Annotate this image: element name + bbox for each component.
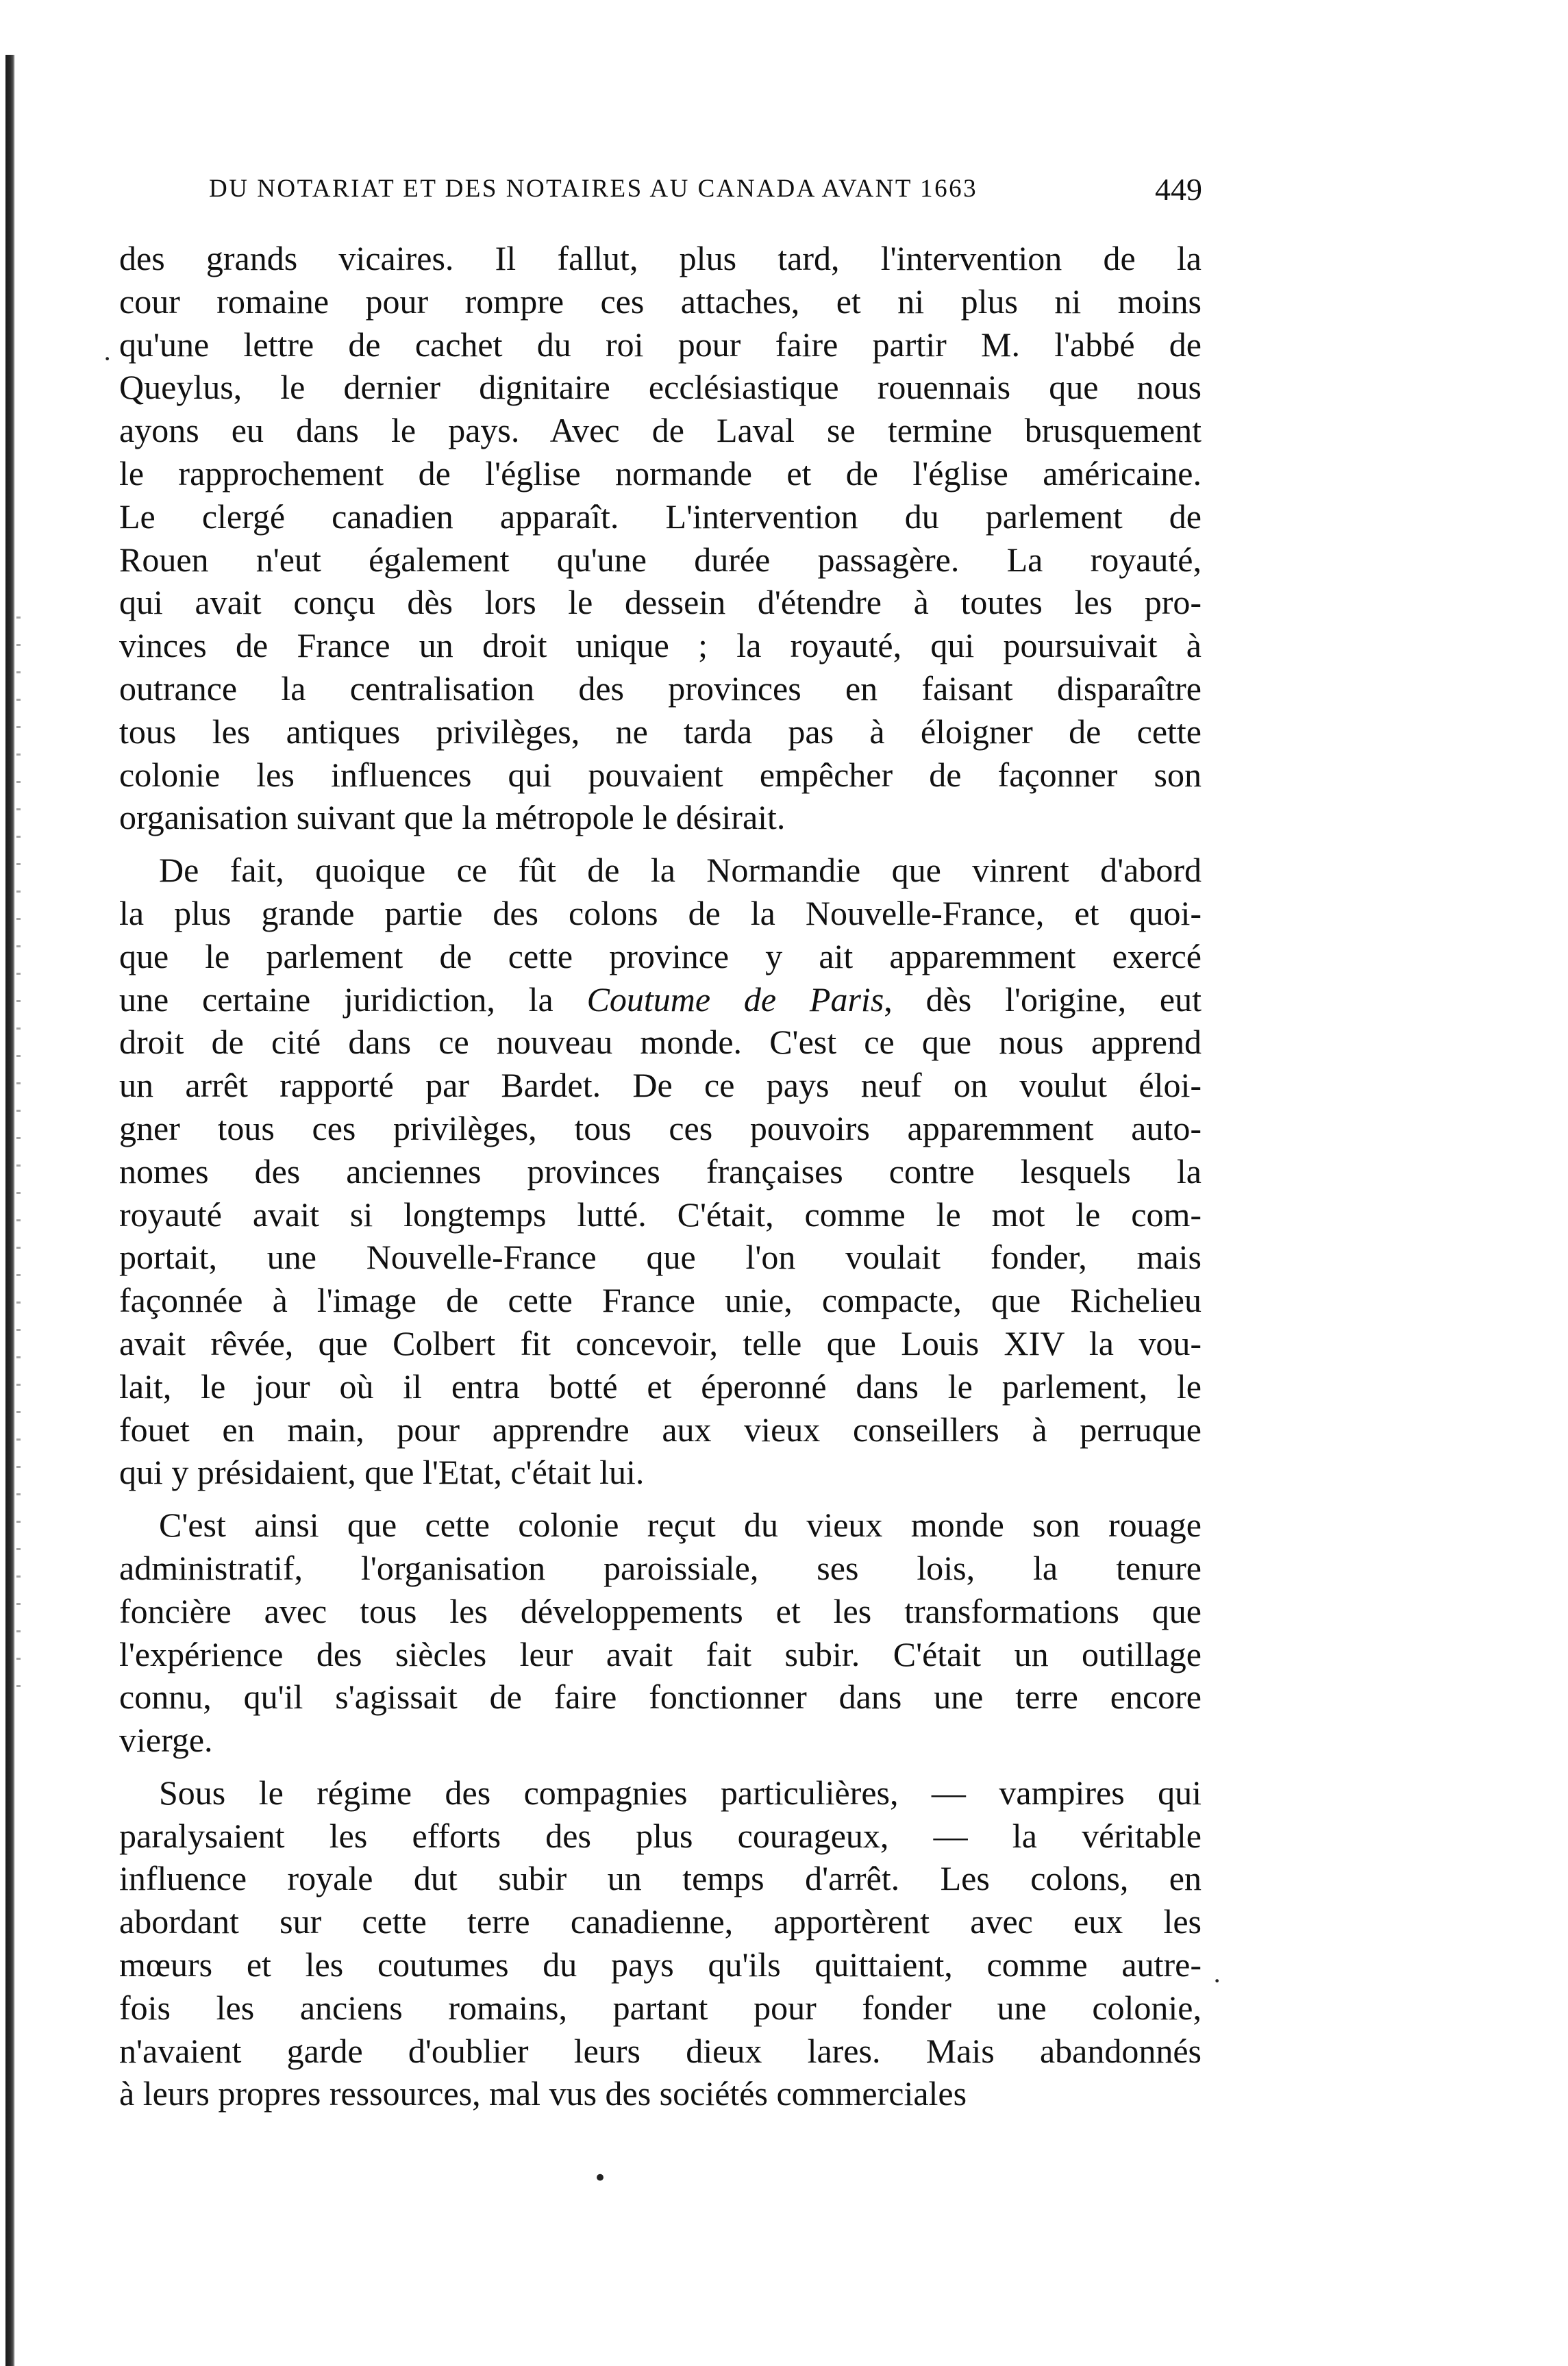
paragraph-gap	[119, 1762, 1202, 1771]
text-line: portait, une Nouvelle-France que l'on voulait fonder, mais	[119, 1238, 1202, 1277]
text-line: fois les anciens romains, partant pour fonder une colonie,	[119, 1988, 1202, 2027]
text-line: ayons eu dans le pays. Avec de Laval se termine brusquement	[119, 411, 1202, 450]
text-line: façonnée à l'image de cette France unie, compacte, que Richelieu	[119, 1281, 1202, 1320]
margin-bullet-dot: ·	[103, 343, 112, 374]
text-line: des grands vicaires. Il fallut, plus tard, l'intervention de la	[119, 239, 1202, 277]
text-line: administratif, l'organisation paroissiale, ses lois, la tenure	[119, 1548, 1202, 1587]
text-line: outrance la centralisation des provinces en faisant disparaître	[119, 669, 1202, 708]
scan-edge-specks	[16, 617, 21, 1713]
paragraph-gap	[119, 839, 1202, 849]
text-line: colonie les influences qui pouvaient empêcher de façonner son	[119, 755, 1202, 794]
text-line: le rapprochement de l'église normande et de l'église américaine.	[119, 453, 1202, 493]
text-line: qu'une lettre de cachet du roi pour faire partir M. l'abbé de	[119, 325, 1202, 364]
text-line: connu, qu'il s'agissait de faire fonctionner dans une terre encore	[119, 1678, 1202, 1717]
text-line: droit de cité dans ce nouveau monde. C'est ce que nous apprend	[119, 1023, 1202, 1062]
body-text	[119, 237, 1202, 2115]
text-line: que le parlement de cette province y ait apparemment exercé	[119, 936, 1202, 975]
scan-binding-edge	[5, 55, 15, 2366]
text-line: un arrêt rapporté par Bardet. De ce pays neuf on voulut éloi-	[119, 1066, 1202, 1105]
text-line: Queylus, le dernier dignitaire ecclésiastique rouennais que nous	[119, 368, 1202, 407]
text-line: avait rêvée, que Colbert fit concevoir, telle que Louis XIV la vou-	[119, 1323, 1202, 1362]
text-line: mœurs et les coutumes du pays qu'ils quittaient, comme autre-	[119, 1945, 1202, 1984]
text-line: l'expérience des siècles leur avait fait subir. C'était un outillage	[119, 1634, 1202, 1673]
bottom-dot-mark: •	[593, 2165, 608, 2192]
text-line: nomes des anciennes provinces françaises contre lesquels la	[119, 1151, 1202, 1191]
text-line: la plus grande partie des colons de la Nouvelle-France, et quoi-	[119, 893, 1202, 932]
text-line: paralysaient les efforts des plus courageux, — la véritable	[119, 1816, 1202, 1855]
text-line: C'est ainsi que cette colonie reçut du vieux monde son rouage	[159, 1506, 1202, 1545]
running-title: DU NOTARIAT ET DES NOTAIRES AU CANADA AVANT 1663	[209, 175, 978, 203]
text-line: Rouen n'eut également qu'une durée passagère. La royauté,	[119, 540, 1202, 579]
text-line: influence royale dut subir un temps d'arrêt. Les colons, en	[119, 1859, 1202, 1898]
text-line: fouet en main, pour apprendre aux vieux conseillers à perruque	[119, 1410, 1202, 1449]
page-number: 449	[1155, 172, 1202, 207]
margin-bullet-dot: ·	[1212, 1965, 1222, 1996]
running-head	[209, 174, 1202, 215]
text-line: cour romaine pour rompre ces attaches, et ni plus ni moins	[119, 282, 1202, 321]
text-line: Sous le régime des compagnies particulières, — vampires qui	[159, 1773, 1202, 1812]
text-line: à leurs propres ressources, mal vus des sociétés commerciales	[119, 2074, 967, 2113]
text-line: qui y présidaient, que l'Etat, c'était lui.	[119, 1453, 645, 1492]
text-line: abordant sur cette terre canadienne, apportèrent avec eux les	[119, 1902, 1202, 1941]
paragraph-gap	[119, 1494, 1202, 1504]
text-line: De fait, quoique ce fût de la Normandie que vinrent d'abord	[159, 851, 1202, 890]
text-line: vinces de France un droit unique ; la royauté, qui poursuivait à	[119, 626, 1202, 665]
text-line: n'avaient garde d'oublier leurs dieux lares. Mais abandonnés	[119, 2031, 1202, 2070]
text-line: Le clergé canadien apparaît. L'intervention du parlement de	[119, 497, 1202, 536]
text-line: gner tous ces privilèges, tous ces pouvoirs apparemment auto-	[119, 1108, 1202, 1147]
text-line: tous les antiques privilèges, ne tarda pas à éloigner de cette	[119, 712, 1202, 751]
text-line: lait, le jour où il entra botté et éperonné dans le parlement, le	[119, 1367, 1202, 1406]
text-line: organisation suivant que la métropole le désirait.	[119, 798, 786, 837]
text-line: vierge.	[119, 1721, 213, 1760]
text-line: foncière avec tous les développements et les transformations que	[119, 1591, 1202, 1630]
text-line: royauté avait si longtemps lutté. C'était, comme le mot le com-	[119, 1195, 1202, 1234]
italic-title: Coutume de Paris	[586, 980, 884, 1019]
text-line: qui avait conçu dès lors le dessein d'étendre à toutes les pro-	[119, 583, 1202, 622]
text-line: une certaine juridiction, la Coutume de Paris, dès l'origine, eut	[119, 980, 1202, 1019]
